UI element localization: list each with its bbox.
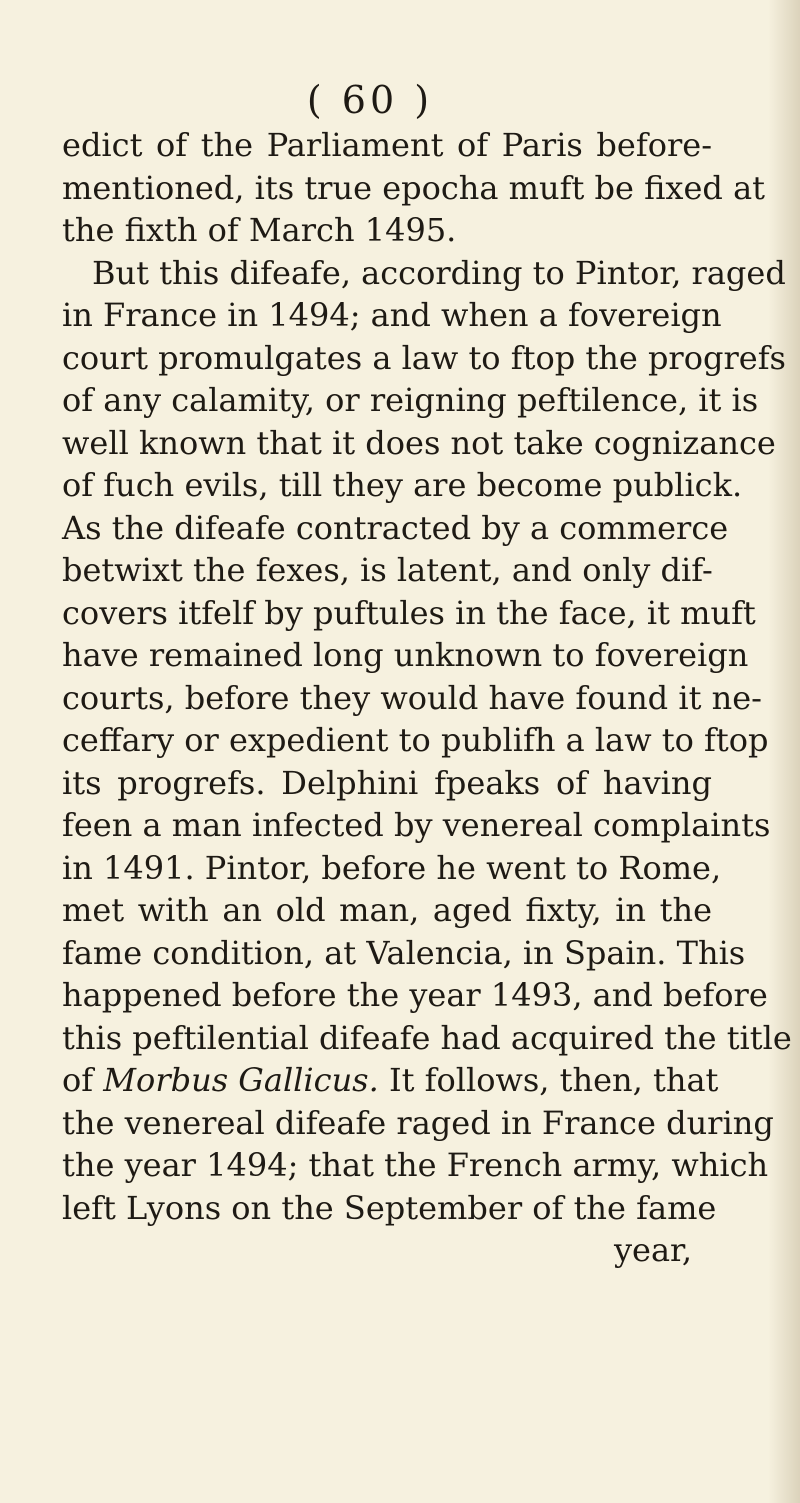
text-line: ceffary or expedient to publifh a law to ftop <box>62 721 769 759</box>
text-line: the venereal difeafe raged in France during <box>62 1103 774 1142</box>
text-line: left Lyons on the September of the fame <box>62 1188 717 1227</box>
text-line: betwixt the fexes, is latent, and only dif- <box>62 551 713 589</box>
italic-title: Morbus Gallicus. <box>103 1061 379 1099</box>
page-number: ( 60 ) <box>306 78 434 122</box>
text-line: But this difeafe, according to Pintor, raged <box>92 253 786 292</box>
text-line: fame condition, at Valencia, in Spain. This <box>62 933 746 972</box>
text-line: have remained long unknown to fovereign <box>62 636 749 674</box>
text-line: this peftilential difeafe had acquired the title <box>62 1018 792 1057</box>
text-line: courts, before they would have found it ne- <box>62 678 762 717</box>
text-line: As the difeafe contracted by a commerce <box>62 508 729 547</box>
text-line: in France in 1494; and when a fovereign <box>62 296 722 334</box>
text-line: covers itfelf by puftules in the face, it muft <box>62 593 756 632</box>
text-line: mentioned, its true epocha muft be fixed at <box>62 168 765 207</box>
text-line: court promulgates a law to ftop the progrefs <box>62 338 786 377</box>
text-line: the fixth of March 1495. <box>62 211 457 249</box>
text-fragment: of <box>62 1061 104 1099</box>
text-line: edict of the Parliament of Paris before- <box>62 126 712 164</box>
text-line: of fuch evils, till they are become publick. <box>62 466 743 504</box>
text-line: of any calamity, or reigning peftilence, it is <box>62 381 759 419</box>
text-line: its progrefs. Delphini fpeaks of having <box>62 763 712 802</box>
text-line: feen a man infected by venereal complaints <box>62 806 771 844</box>
text-line-with-italic <box>62 1059 719 1102</box>
text-line: met with an old man, aged fixty, in the <box>62 891 712 929</box>
text-line: well known that it does not take cognizance <box>62 423 776 462</box>
catchword: year, <box>613 1231 692 1269</box>
text-line: in 1491. Pintor, before he went to Rome, <box>62 848 722 887</box>
text-fragment: It follows, then, that <box>378 1061 719 1099</box>
text-line: happened before the year 1493, and before <box>62 976 768 1014</box>
page-body <box>62 124 792 1272</box>
text-line: the year 1494; that the French army, which <box>62 1146 769 1184</box>
